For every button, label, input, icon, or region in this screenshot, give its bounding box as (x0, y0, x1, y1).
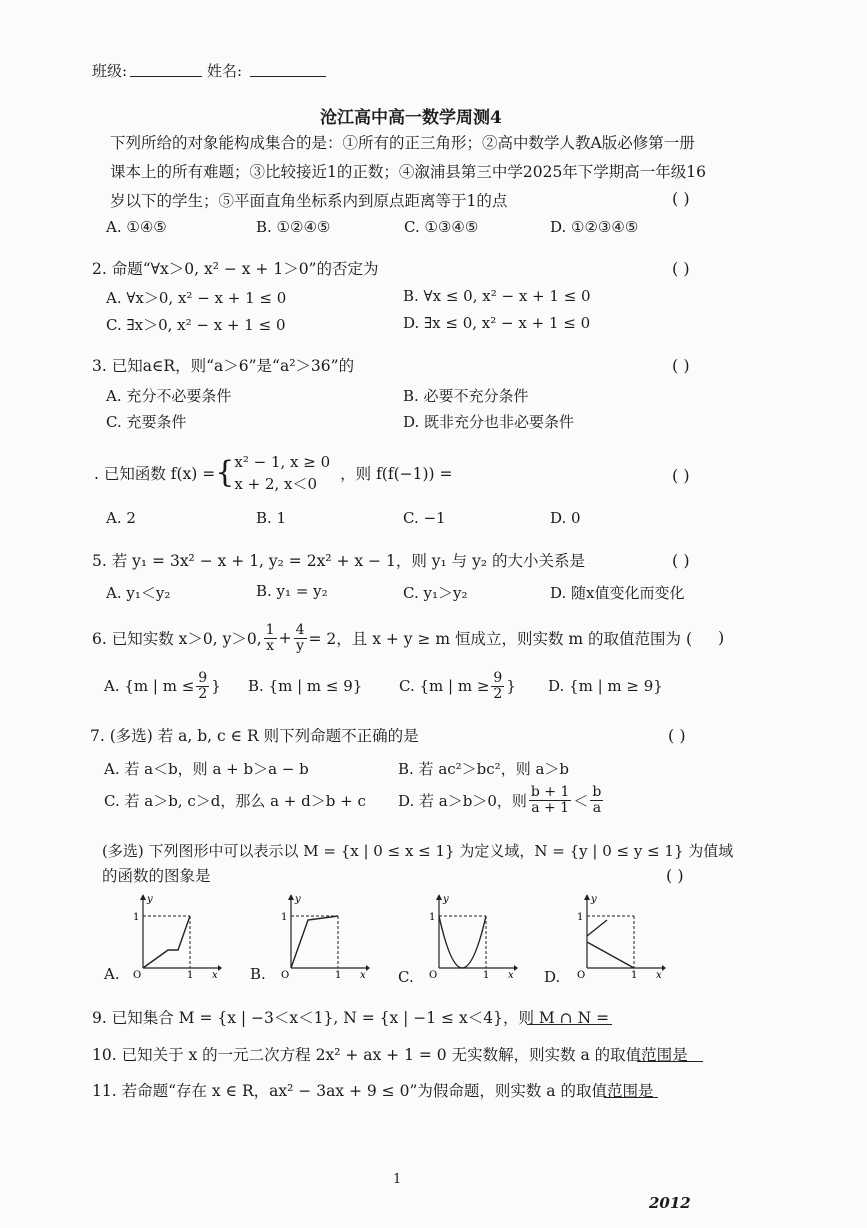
q5-option-d[interactable]: D. 随x值变化而变化 (550, 584, 685, 602)
q6-option-b[interactable]: B. {m | m ≤ 9} (248, 677, 363, 695)
q6-option-a-fraction (196, 671, 209, 702)
q6-option-c-fraction (491, 671, 504, 702)
q6-option-a-num: 9 (198, 669, 208, 686)
graph-a-one-x: 1 (187, 970, 194, 978)
graph-a-origin: O (133, 970, 142, 978)
graph-d-one-x: 1 (631, 970, 638, 978)
q6-option-c-den: 2 (493, 685, 503, 702)
q4-brace: { (215, 455, 235, 490)
name-label: 姓名: (207, 62, 243, 80)
q4-stem (94, 447, 453, 499)
q6-prefix: 6. 已知实数 x＞0, y＞0, (92, 630, 262, 648)
graph-b-one-x: 1 (335, 970, 342, 978)
q5-option-a[interactable]: A. y₁＜y₂ (106, 584, 171, 602)
corner-mark: 2012 (649, 1194, 691, 1212)
q8-graph-b-label[interactable]: B. (250, 965, 266, 983)
q8-graph-d-label[interactable]: D. (544, 968, 561, 986)
q6-option-c-pre: C. {m | m ≥ (399, 677, 490, 695)
q7-option-d-den: a + 1 (531, 799, 570, 816)
q11-answer-blank[interactable] (604, 1083, 658, 1098)
q8-graph-c (424, 892, 519, 978)
q7-option-d[interactable] (398, 780, 605, 820)
q8-line-1: (多选) 下列图形中可以表示以 M = {x | 0 ≤ x ≤ 1} 为定义域，N = {y | 0 ≤ y ≤ 1} 为值域 (102, 842, 734, 860)
q4-case-1: x² − 1, x ≥ 0 (234, 453, 331, 471)
q6-option-c-post: } (506, 677, 516, 695)
q2-option-a[interactable]: A. ∀x＞0, x² − x + 1 ≤ 0 (106, 289, 287, 307)
q10-answer-blank[interactable] (637, 1047, 703, 1062)
q6-f1-den: x (266, 637, 275, 654)
q6-fraction-1 (264, 623, 277, 654)
q6-option-c-num: 9 (493, 669, 503, 686)
class-blank[interactable] (130, 62, 202, 77)
q8-graph-a (128, 892, 223, 978)
q6-f2-num: 4 (295, 621, 305, 638)
q3-option-a[interactable]: A. 充分不必要条件 (106, 387, 232, 405)
graph-c-one-x: 1 (483, 970, 490, 978)
q6-f2-den: y (296, 637, 304, 654)
q4-answer-paren[interactable]: ( ) (672, 466, 690, 485)
q6-option-a-den: 2 (198, 685, 208, 702)
q11-stem: 11. 若命题“存在 x ∈ R，ax² − 3ax + 9 ≤ 0”为假命题，则实数 a 的取值范围是 (92, 1082, 654, 1100)
q2-stem: 2. 命题“∀x＞0, x² − x + 1＞0”的否定为 (92, 260, 379, 278)
q1-answer-paren[interactable]: ( ) (672, 189, 690, 208)
graph-a-y: y (147, 894, 153, 905)
graph-d-x: x (656, 970, 662, 978)
graph-c-origin: O (429, 970, 438, 978)
q8-graph-a-label[interactable]: A. (104, 965, 120, 983)
q8-answer-paren[interactable]: ( ) (666, 866, 684, 885)
q5-option-c[interactable]: C. y₁＞y₂ (403, 584, 468, 602)
graph-d-one-y: 1 (577, 912, 584, 923)
q6-option-a[interactable] (104, 666, 221, 706)
q4-option-a[interactable]: A. 2 (106, 509, 136, 527)
graph-d-origin: O (577, 970, 586, 978)
q7-stem: 7. (多选) 若 a, b, c ∈ R 则下列命题不正确的是 (90, 727, 419, 745)
graph-c-x: x (508, 970, 514, 978)
q6-stem (92, 616, 692, 660)
q7-option-d-fraction-2 (590, 785, 603, 816)
q3-stem: 3. 已知a∈R，则“a＞6”是“a²＞36”的 (92, 357, 355, 375)
page-title: 沧江高中高一数学周测4 (320, 108, 502, 128)
q7-option-d-num2: b (592, 783, 602, 800)
graph-b-origin: O (281, 970, 290, 978)
q7-option-d-den2: a (592, 799, 602, 816)
graph-c-one-y: 1 (429, 912, 436, 923)
q8-graph-c-label[interactable]: C. (398, 968, 414, 986)
q3-answer-paren[interactable]: ( ) (672, 356, 690, 375)
q7-option-c[interactable]: C. 若 a＞b, c＞d，那么 a + d＞b + c (104, 792, 366, 810)
q7-option-a[interactable]: A. 若 a＜b，则 a + b＞a − b (104, 760, 309, 778)
q3-option-d[interactable]: D. 既非充分也非必要条件 (403, 413, 575, 431)
q6-paren-close[interactable]: ) (718, 628, 725, 647)
q7-option-d-fraction-1 (529, 785, 572, 816)
q1-line-1: 下列所给的对象能构成集合的是：①所有的正三角形；②高中数学人教A版必修第一册 (110, 134, 695, 152)
q2-option-b[interactable]: B. ∀x ≤ 0, x² − x + 1 ≤ 0 (403, 287, 591, 305)
q7-option-d-lt: ＜ (573, 791, 589, 810)
q5-option-b[interactable]: B. y₁ = y₂ (256, 582, 328, 600)
q8-graph-d (572, 892, 667, 978)
q6-option-c[interactable] (399, 666, 516, 706)
q9-stem: 9. 已知集合 M = {x | −3＜x＜1}, N = {x | −1 ≤ x＜4}，则 M ∩ N = (92, 1009, 610, 1027)
q6-option-a-pre: A. {m | m ≤ (104, 677, 195, 695)
q2-answer-paren[interactable]: ( ) (672, 259, 690, 278)
q4-case-2: x + 2, x＜0 (234, 475, 318, 493)
q4-option-b[interactable]: B. 1 (256, 509, 287, 527)
q3-option-c[interactable]: C. 充要条件 (106, 413, 187, 431)
q1-line-2: 课本上的所有难题；③比较接近1的正数；④溆浦县第三中学2025年下学期高一年级16 (110, 163, 707, 181)
q1-option-b[interactable]: B. ①②④⑤ (256, 218, 331, 236)
q4-suffix: ，则 f(f(−1)) = (340, 465, 453, 483)
q1-line-3: 岁以下的学生；⑤平面直角坐标系内到原点距离等于1的点 (110, 192, 508, 210)
q6-plus: + (278, 629, 292, 647)
class-label: 班级: (92, 62, 128, 80)
q6-option-a-post: } (211, 677, 221, 695)
q6-option-d[interactable]: D. {m | m ≥ 9} (548, 677, 663, 695)
graph-b-one-y: 1 (281, 912, 288, 923)
q6-f1-num: 1 (265, 621, 275, 638)
q7-option-b[interactable]: B. 若 ac²＞bc²，则 a＞b (398, 760, 570, 778)
q3-option-b[interactable]: B. 必要不充分条件 (403, 387, 529, 405)
q6-suffix: = 2，且 x + y ≥ m 恒成立，则实数 m 的取值范围为 ( (308, 630, 693, 648)
q7-answer-paren[interactable]: ( ) (668, 726, 686, 745)
graph-c-y: y (443, 894, 449, 905)
q1-option-d[interactable]: D. ①②③④⑤ (550, 218, 639, 236)
graph-d-y: y (591, 894, 597, 905)
q2-option-c[interactable]: C. ∃x＞0, x² − x + 1 ≤ 0 (106, 316, 286, 334)
q4-option-c[interactable]: C. −1 (403, 509, 446, 527)
graph-a-one-y: 1 (133, 912, 140, 923)
q5-answer-paren[interactable]: ( ) (672, 551, 690, 570)
q6-fraction-2 (294, 623, 307, 654)
q9-answer-blank[interactable] (527, 1010, 612, 1025)
graph-a-x: x (212, 970, 218, 978)
q4-prefix: . 已知函数 f(x) = (94, 465, 216, 483)
name-blank[interactable] (250, 62, 326, 77)
q10-stem: 10. 已知关于 x 的一元二次方程 2x² + ax + 1 = 0 无实数解，则实数 a 的取值范围是 (92, 1046, 688, 1064)
q4-option-d[interactable]: D. 0 (550, 509, 581, 527)
q8-line-2: 的函数的图象是 (102, 867, 211, 885)
graph-b-y: y (295, 894, 301, 905)
q5-stem: 5. 若 y₁ = 3x² − x + 1, y₂ = 2x² + x − 1，则 y₁ 与 y₂ 的大小关系是 (92, 552, 585, 570)
q7-option-d-num: b + 1 (530, 783, 570, 800)
q8-graph-b (276, 892, 371, 978)
q1-option-c[interactable]: C. ①③④⑤ (404, 218, 479, 236)
page-number: 1 (393, 1172, 402, 1187)
q7-option-d-pre: D. 若 a＞b＞0，则 (398, 791, 527, 810)
graph-b-x: x (360, 970, 366, 978)
q4-cases (234, 451, 330, 495)
q2-option-d[interactable]: D. ∃x ≤ 0, x² − x + 1 ≤ 0 (403, 314, 591, 332)
q1-option-a[interactable]: A. ①④⑤ (106, 218, 167, 236)
